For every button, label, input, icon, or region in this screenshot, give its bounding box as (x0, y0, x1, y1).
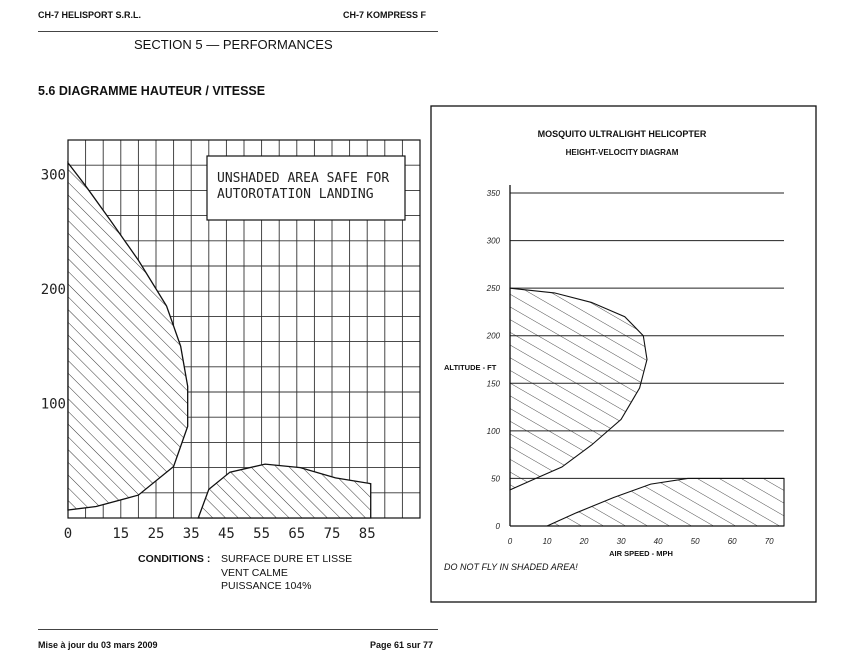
y-tick-label: 150 (486, 379, 500, 389)
footer-left-text: Mise à jour du 03 mars 2009 (38, 640, 158, 650)
chart-subtitle: HEIGHT-VELOCITY DIAGRAM (565, 148, 679, 157)
x-tick-label: 40 (653, 537, 663, 546)
y-tick-label: 300 (486, 236, 500, 246)
shaded-region (198, 464, 370, 518)
x-tick-label: 0 (63, 526, 73, 542)
y-tick-label: 100 (486, 426, 500, 436)
x-tick-label: 45 (217, 526, 235, 542)
section-title: SECTION 5 — PERFORMANCES (134, 37, 333, 52)
x-tick-label: 55 (253, 526, 271, 542)
shaded-region (510, 288, 647, 490)
shaded-region (547, 478, 784, 526)
x-tick-label: 70 (764, 537, 774, 546)
right-chart (431, 106, 816, 602)
y-tick-label: 250 (486, 284, 500, 294)
condition-item: VENT CALME (221, 566, 288, 579)
condition-item: PUISSANCE 104% (221, 580, 312, 592)
x-tick-label: 30 (616, 537, 626, 546)
x-tick-label: 75 (323, 526, 341, 542)
y-tick-label: 100 (40, 396, 66, 413)
chart-footnote: DO NOT FLY IN SHADED AREA! (444, 562, 578, 572)
subsection-title: 5.6 DIAGRAMME HAUTEUR / VITESSE (38, 84, 266, 98)
condition-item: SURFACE DURE ET LISSE (221, 553, 353, 565)
y-tick-label: 50 (491, 474, 500, 484)
left-chart (41, 140, 420, 542)
x-tick-label: 0 (507, 537, 513, 546)
y-tick-label: 0 (495, 522, 500, 531)
x-tick-label: 65 (288, 526, 306, 542)
note-text-line: AUTOROTATION LANDING (217, 187, 374, 202)
x-tick-label: 10 (542, 537, 552, 546)
conditions-label: CONDITIONS : (138, 553, 211, 565)
y-tick-label: 200 (486, 331, 500, 341)
x-tick-label: 60 (727, 537, 737, 546)
x-tick-label: 85 (358, 526, 376, 542)
conditions-list (221, 553, 352, 594)
footer-rule (38, 629, 438, 630)
note-text-line: UNSHADED AREA SAFE FOR (217, 171, 390, 186)
footer-right-text: Page 61 sur 77 (370, 640, 434, 650)
x-axis-label: AIR SPEED - MPH (609, 549, 673, 558)
x-tick-label: 50 (690, 537, 700, 546)
y-tick-label: 350 (486, 189, 500, 198)
y-tick-label: 200 (40, 281, 66, 298)
y-tick-label: 300 (40, 167, 66, 184)
x-tick-label: 25 (147, 526, 165, 542)
shaded-region (68, 163, 188, 510)
x-tick-label: 20 (579, 537, 589, 546)
chart-title: MOSQUITO ULTRALIGHT HELICOPTER (537, 129, 707, 139)
x-tick-label: 15 (112, 526, 130, 542)
x-tick-label: 35 (182, 526, 200, 542)
header-right-text: CH-7 KOMPRESS F (343, 10, 427, 20)
y-axis-label: ALTITUDE - FT (444, 363, 497, 372)
header-left-text: CH-7 HELISPORT S.R.L. (38, 10, 142, 20)
